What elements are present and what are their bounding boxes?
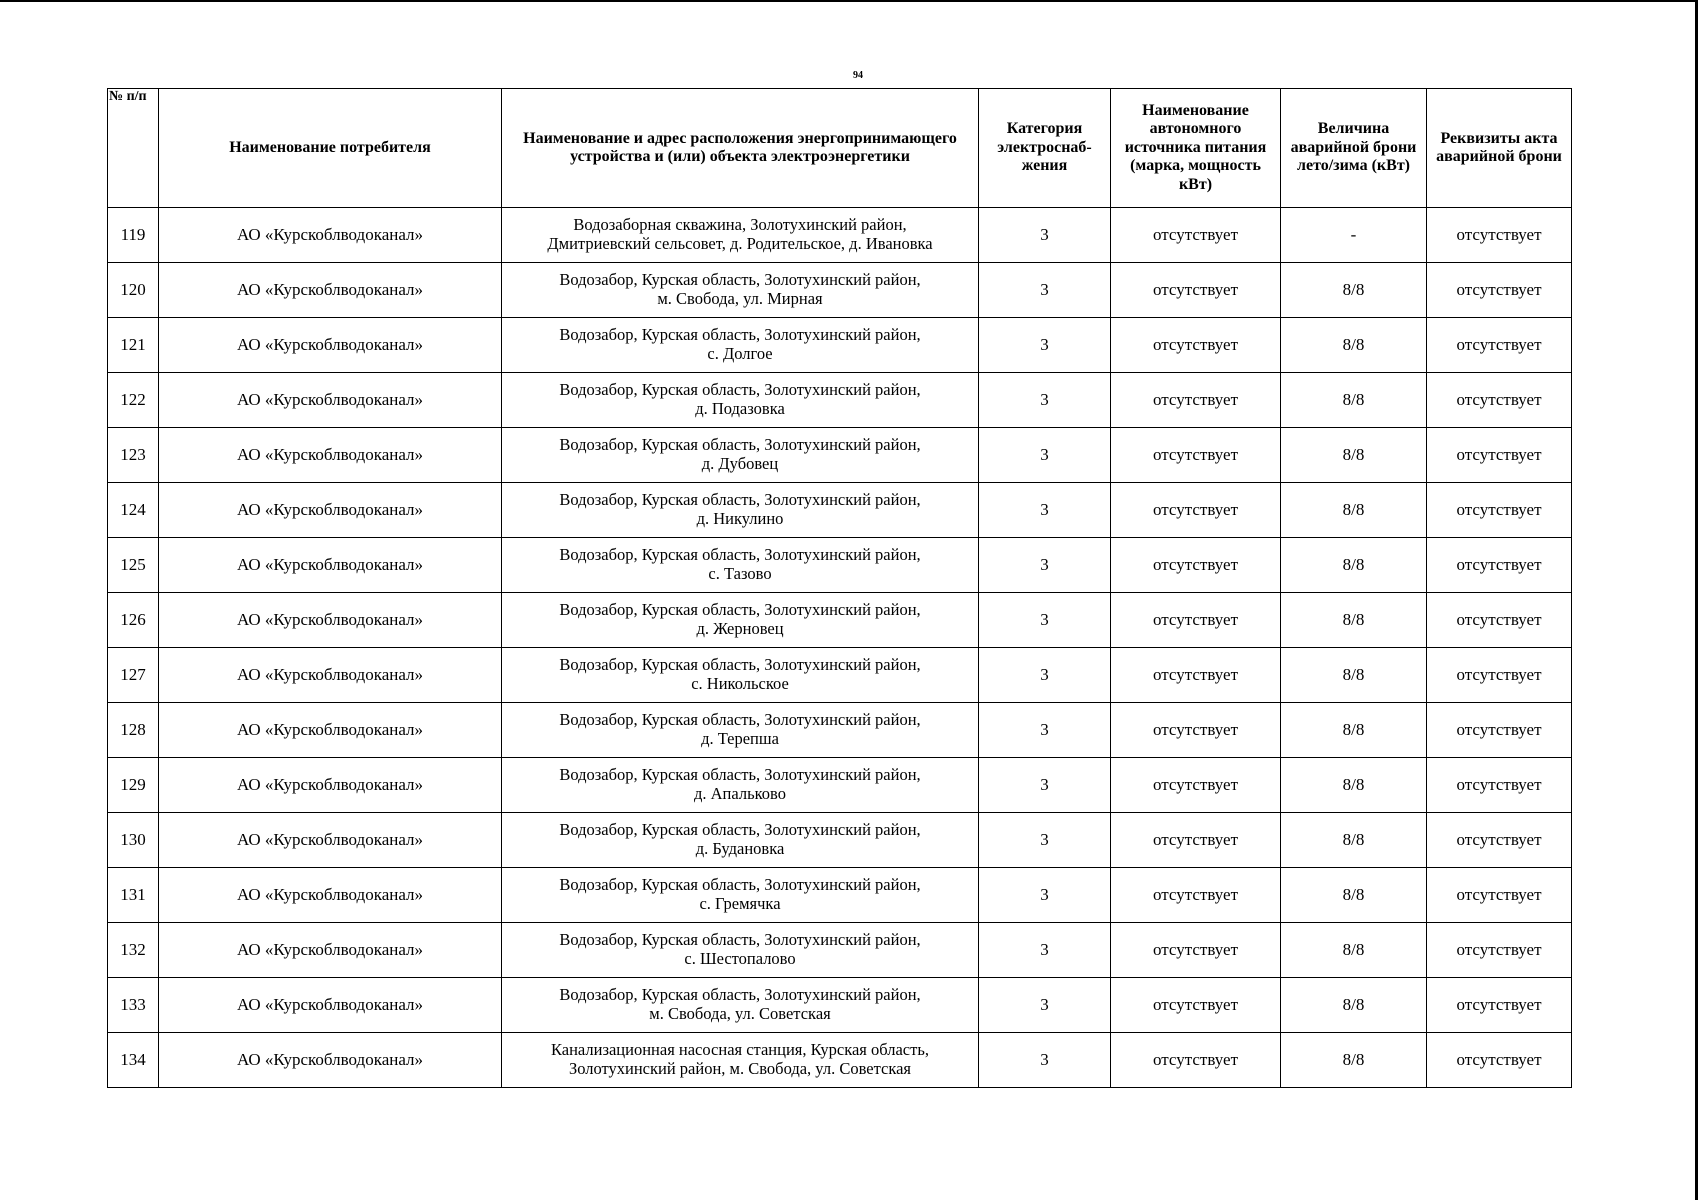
- row-number: 126: [108, 593, 159, 648]
- address-line-2: с. Никольское: [691, 674, 789, 693]
- address-cell: [502, 538, 979, 593]
- supply-category: 3: [979, 538, 1111, 593]
- header-autonomous-source: Наименование автономного источника питания (марка, мощность кВт): [1111, 89, 1281, 208]
- row-number: 128: [108, 703, 159, 758]
- act-details: отсутствует: [1427, 923, 1572, 978]
- address-line-1: Водозабор, Курская область, Золотухинский район,: [559, 765, 921, 785]
- emergency-reserve-value: 8/8: [1281, 923, 1427, 978]
- autonomous-source: отсутствует: [1111, 703, 1281, 758]
- emergency-reserve-value: 8/8: [1281, 648, 1427, 703]
- act-details: отсутствует: [1427, 318, 1572, 373]
- row-number: 121: [108, 318, 159, 373]
- consumer-name: АО «Курскоблводоканал»: [159, 208, 502, 263]
- address-line-2: м. Свобода, ул. Советская: [649, 1004, 831, 1023]
- emergency-reserve-value: 8/8: [1281, 758, 1427, 813]
- address-cell: [502, 978, 979, 1033]
- table-row: [108, 648, 1572, 703]
- row-number: 125: [108, 538, 159, 593]
- table-row: [108, 483, 1572, 538]
- act-details: отсутствует: [1427, 868, 1572, 923]
- address-line-1: Водозабор, Курская область, Золотухинский район,: [559, 985, 921, 1005]
- address-line-2: с. Шестопалово: [684, 949, 796, 968]
- row-number: 127: [108, 648, 159, 703]
- table-row: [108, 318, 1572, 373]
- emergency-reserve-value: 8/8: [1281, 483, 1427, 538]
- table-body: [108, 208, 1572, 1088]
- address-line-2: д. Никулино: [696, 509, 784, 528]
- row-number: 122: [108, 373, 159, 428]
- autonomous-source: отсутствует: [1111, 868, 1281, 923]
- autonomous-source: отсутствует: [1111, 1033, 1281, 1088]
- address-cell: [502, 593, 979, 648]
- consumer-name: АО «Курскоблводоканал»: [159, 703, 502, 758]
- table-row: [108, 868, 1572, 923]
- header-consumer: Наименование потребителя: [159, 89, 502, 208]
- table-row: [108, 1033, 1572, 1088]
- autonomous-source: отсутствует: [1111, 263, 1281, 318]
- table-row: [108, 758, 1572, 813]
- autonomous-source: отсутствует: [1111, 978, 1281, 1033]
- supply-category: 3: [979, 373, 1111, 428]
- autonomous-source: отсутствует: [1111, 758, 1281, 813]
- table-row: [108, 428, 1572, 483]
- autonomous-source: отсутствует: [1111, 428, 1281, 483]
- emergency-reserve-table: [107, 88, 1572, 1088]
- autonomous-source: отсутствует: [1111, 208, 1281, 263]
- address-line-1: Канализационная насосная станция, Курская область,: [550, 1040, 929, 1060]
- address-line-1: Водозабор, Курская область, Золотухинский район,: [559, 325, 921, 345]
- address-cell: [502, 703, 979, 758]
- emergency-reserve-value: 8/8: [1281, 318, 1427, 373]
- row-number: 123: [108, 428, 159, 483]
- row-number: 134: [108, 1033, 159, 1088]
- table-row: [108, 813, 1572, 868]
- emergency-reserve-value: 8/8: [1281, 868, 1427, 923]
- supply-category: 3: [979, 648, 1111, 703]
- table-row: [108, 593, 1572, 648]
- address-cell: [502, 373, 979, 428]
- emergency-reserve-value: 8/8: [1281, 703, 1427, 758]
- consumer-name: АО «Курскоблводоканал»: [159, 538, 502, 593]
- address-line-1: Водозабор, Курская область, Золотухинский район,: [559, 545, 921, 565]
- address-cell: [502, 208, 979, 263]
- address-line-2: д. Жерновец: [696, 619, 784, 638]
- address-line-1: Водозабор, Курская область, Золотухинский район,: [559, 270, 921, 290]
- header-category: Категория электроснаб-жения: [979, 89, 1111, 208]
- consumer-name: АО «Курскоблводоканал»: [159, 868, 502, 923]
- consumer-name: АО «Курскоблводоканал»: [159, 483, 502, 538]
- header-num: № п/п: [108, 89, 159, 208]
- address-line-1: Водозабор, Курская область, Золотухинский район,: [559, 380, 921, 400]
- supply-category: 3: [979, 593, 1111, 648]
- address-cell: [502, 813, 979, 868]
- act-details: отсутствует: [1427, 813, 1572, 868]
- address-cell: [502, 263, 979, 318]
- address-line-2: д. Подазовка: [695, 399, 785, 418]
- address-line-1: Водозабор, Курская область, Золотухинский район,: [559, 820, 921, 840]
- row-number: 129: [108, 758, 159, 813]
- emergency-reserve-value: 8/8: [1281, 373, 1427, 428]
- autonomous-source: отсутствует: [1111, 483, 1281, 538]
- address-cell: [502, 1033, 979, 1088]
- address-line-1: Водозаборная скважина, Золотухинский район,: [573, 215, 907, 235]
- address-line-1: Водозабор, Курская область, Золотухинский район,: [559, 930, 921, 950]
- table-header-row: [108, 89, 1572, 208]
- address-line-1: Водозабор, Курская область, Золотухинский район,: [559, 710, 921, 730]
- table-row: [108, 923, 1572, 978]
- address-line-2: д. Апальково: [694, 784, 786, 803]
- address-line-2: д. Терепша: [701, 729, 779, 748]
- emergency-reserve-value: 8/8: [1281, 428, 1427, 483]
- act-details: отсутствует: [1427, 1033, 1572, 1088]
- supply-category: 3: [979, 208, 1111, 263]
- emergency-reserve-value: 8/8: [1281, 978, 1427, 1033]
- address-line-1: Водозабор, Курская область, Золотухинский район,: [559, 600, 921, 620]
- supply-category: 3: [979, 923, 1111, 978]
- header-address: Наименование и адрес расположения энергопринимающего устройства и (или) объекта электроэнергетики: [502, 89, 979, 208]
- address-line-1: Водозабор, Курская область, Золотухинский район,: [559, 655, 921, 675]
- emergency-reserve-value: 8/8: [1281, 593, 1427, 648]
- supply-category: 3: [979, 1033, 1111, 1088]
- autonomous-source: отсутствует: [1111, 373, 1281, 428]
- address-line-2: м. Свобода, ул. Мирная: [657, 289, 823, 308]
- address-cell: [502, 648, 979, 703]
- consumer-name: АО «Курскоблводоканал»: [159, 593, 502, 648]
- act-details: отсутствует: [1427, 208, 1572, 263]
- act-details: отсутствует: [1427, 703, 1572, 758]
- consumer-name: АО «Курскоблводоканал»: [159, 923, 502, 978]
- table-row: [108, 373, 1572, 428]
- row-number: 120: [108, 263, 159, 318]
- consumer-name: АО «Курскоблводоканал»: [159, 648, 502, 703]
- row-number: 130: [108, 813, 159, 868]
- act-details: отсутствует: [1427, 538, 1572, 593]
- address-cell: [502, 758, 979, 813]
- emergency-reserve-value: 8/8: [1281, 538, 1427, 593]
- consumer-name: АО «Курскоблводоканал»: [159, 263, 502, 318]
- address-line-2: с. Долгое: [707, 344, 773, 363]
- header-emergency-reserve: Величина аварийной брони лето/зима (кВт): [1281, 89, 1427, 208]
- address-line-2: с. Гремячка: [699, 894, 781, 913]
- table-row: [108, 263, 1572, 318]
- supply-category: 3: [979, 263, 1111, 318]
- act-details: отсутствует: [1427, 758, 1572, 813]
- consumer-name: АО «Курскоблводоканал»: [159, 758, 502, 813]
- supply-category: 3: [979, 428, 1111, 483]
- consumer-name: АО «Курскоблводоканал»: [159, 1033, 502, 1088]
- act-details: отсутствует: [1427, 483, 1572, 538]
- act-details: отсутствует: [1427, 373, 1572, 428]
- row-number: 131: [108, 868, 159, 923]
- table-row: [108, 538, 1572, 593]
- supply-category: 3: [979, 868, 1111, 923]
- consumer-name: АО «Курскоблводоканал»: [159, 373, 502, 428]
- address-line-2: Дмитриевский сельсовет, д. Родительское, д. Ивановка: [547, 234, 933, 253]
- consumer-name: АО «Курскоблводоканал»: [159, 318, 502, 373]
- address-line-2: с. Тазово: [708, 564, 772, 583]
- act-details: отсутствует: [1427, 263, 1572, 318]
- emergency-reserve-value: 8/8: [1281, 263, 1427, 318]
- supply-category: 3: [979, 758, 1111, 813]
- autonomous-source: отсутствует: [1111, 813, 1281, 868]
- header-act-details: Реквизиты акта аварийной брони: [1427, 89, 1572, 208]
- address-line-2: д. Будановка: [695, 839, 785, 858]
- consumer-name: АО «Курскоблводоканал»: [159, 428, 502, 483]
- address-line-1: Водозабор, Курская область, Золотухинский район,: [559, 875, 921, 895]
- supply-category: 3: [979, 703, 1111, 758]
- page-number: 94: [853, 70, 863, 81]
- row-number: 132: [108, 923, 159, 978]
- row-number: 133: [108, 978, 159, 1033]
- emergency-reserve-value: -: [1281, 208, 1427, 263]
- address-line-1: Водозабор, Курская область, Золотухинский район,: [559, 490, 921, 510]
- act-details: отсутствует: [1427, 593, 1572, 648]
- address-line-1: Водозабор, Курская область, Золотухинский район,: [559, 435, 921, 455]
- row-number: 124: [108, 483, 159, 538]
- act-details: отсутствует: [1427, 978, 1572, 1033]
- autonomous-source: отсутствует: [1111, 593, 1281, 648]
- consumer-name: АО «Курскоблводоканал»: [159, 813, 502, 868]
- autonomous-source: отсутствует: [1111, 538, 1281, 593]
- emergency-reserve-value: 8/8: [1281, 1033, 1427, 1088]
- supply-category: 3: [979, 483, 1111, 538]
- address-line-2: Золотухинский район, м. Свобода, ул. Советская: [568, 1059, 912, 1078]
- table-row: [108, 978, 1572, 1033]
- supply-category: 3: [979, 978, 1111, 1033]
- act-details: отсутствует: [1427, 428, 1572, 483]
- page-top-border: [0, 0, 1698, 2]
- row-number: 119: [108, 208, 159, 263]
- table-row: [108, 208, 1572, 263]
- table-row: [108, 703, 1572, 758]
- address-cell: [502, 318, 979, 373]
- address-line-2: д. Дубовец: [701, 454, 779, 473]
- address-cell: [502, 923, 979, 978]
- autonomous-source: отсутствует: [1111, 318, 1281, 373]
- supply-category: 3: [979, 813, 1111, 868]
- address-cell: [502, 868, 979, 923]
- supply-category: 3: [979, 318, 1111, 373]
- consumer-name: АО «Курскоблводоканал»: [159, 978, 502, 1033]
- emergency-reserve-value: 8/8: [1281, 813, 1427, 868]
- act-details: отсутствует: [1427, 648, 1572, 703]
- address-cell: [502, 483, 979, 538]
- autonomous-source: отсутствует: [1111, 648, 1281, 703]
- autonomous-source: отсутствует: [1111, 923, 1281, 978]
- address-cell: [502, 428, 979, 483]
